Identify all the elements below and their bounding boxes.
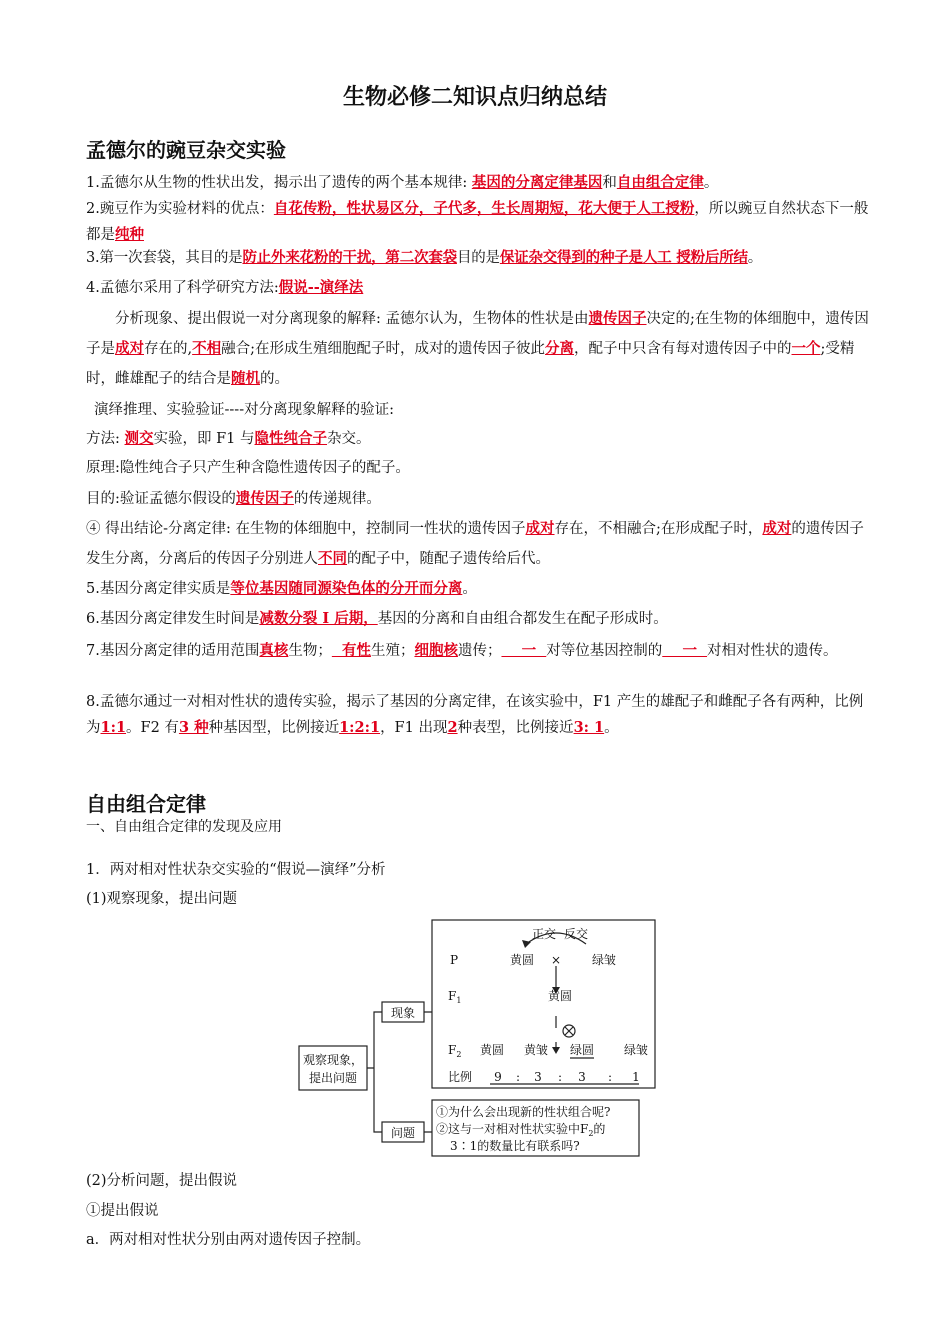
page-title: 生物必修二知识点归纳总结 <box>342 85 607 110</box>
cross-label-reciprocal: 反交 <box>563 927 589 941</box>
question-2: ②这与一对相对性状实验中$F_2$的 <box>436 1122 606 1138</box>
subheading-5: ①提出假说 <box>86 1203 159 1219</box>
subheading-2: 1．两对相对性状杂交实验的“假说—演绎”分析 <box>86 862 386 878</box>
cross-symbol: × <box>550 953 562 967</box>
ratio-value-3: 3 <box>578 1070 586 1084</box>
p-left-phenotype: 黄圆 <box>509 953 535 967</box>
paragraph-7: 方法: 测交实验，即 F1 与隐性纯合子杂交。 <box>86 430 371 447</box>
f2-phenotype-2: 黄皱 <box>523 1043 549 1057</box>
section-heading-independent-assortment: 自由组合定律 <box>86 792 206 816</box>
ratio-separator-2: : <box>557 1070 563 1084</box>
p-generation-label: P <box>450 953 459 967</box>
subheading-3: (1)观察现象，提出问题 <box>86 891 238 907</box>
section-heading-mendel: 孟德尔的豌豆杂交实验 <box>86 138 286 162</box>
ratio-separator-1: : <box>515 1070 521 1084</box>
question-label: 问题 <box>390 1126 416 1140</box>
question-1: ①为什么会出现新的性状组合呢? <box>436 1105 611 1119</box>
paragraph-3: 3.第一次套袋，其目的是防止外来花粉的干扰，第二次套袋目的是保证杂交得到的种子是人工 授粉后所结。 <box>86 249 763 266</box>
f2-phenotype-1: 黄圆 <box>479 1043 505 1057</box>
dihybrid-cross-diagram <box>298 918 658 1164</box>
paragraph-9: 目的:验证孟德尔假设的遗传因子的传递规律。 <box>86 490 381 507</box>
subheading-1: 一、自由组合定律的发现及应用 <box>86 819 282 835</box>
paragraph-4: 4.孟德尔采用了科学研究方法:假说--演绎法 <box>86 279 364 296</box>
question-2-continued: 3∶1的数量比有联系吗? <box>450 1139 580 1153</box>
f1-generation-label: $F_1$ <box>448 989 462 1005</box>
ratio-value-4: 1 <box>632 1070 640 1084</box>
paragraph-1: 1.孟德尔从生物的性状出发，揭示出了遗传的两个基本规律: 基因的分离定律基因和自由组合定律。 <box>86 174 719 191</box>
paragraph-5: 分析现象、提出假说一对分离现象的解释: 孟德尔认为，生物体的性状是由遗传因子决定的;在生物的体细胞中，遗传因子是成对存在的,不相融合;在形成生殖细胞配子时，成对的遗传因子彼此分离，配子中只含有每对遗传因子中的一个;受精时，雌雄配子的结合是随机的。 <box>86 310 869 387</box>
paragraph-12: 6.基因分离定律发生时间是减数分裂 I 后期，基因的分离和自由组合都发生在配子形成时。 <box>86 610 668 627</box>
f2-phenotype-4: 绿皱 <box>623 1043 649 1057</box>
paragraph-10: ④ 得出结论-分离定律: 在生物的体细胞中，控制同一性状的遗传因子成对存在，不相融合;在形成配子时，成对的遗传因子发生分离，分离后的传因子分别进人不同的配子中，随配子遗传给后代。 <box>86 520 864 567</box>
paragraph-14: 8.孟德尔通过一对相对性状的遗传实验，揭示了基因的分离定律，在该实验中，F1 产生的雄配子和雌配子各有两种，比例为1:1。F2 有3 种种基因型，比例接近1:2:1，F1 出现2种表型，比例接近3: 1。 <box>86 694 864 736</box>
phenomenon-label: 现象 <box>390 1006 416 1020</box>
paragraph-8: 原理:隐性纯合子只产生种含隐性遗传因子的配子。 <box>86 460 410 476</box>
f2-phenotype-3: 绿圆 <box>569 1043 595 1057</box>
p-right-phenotype: 绿皱 <box>591 953 617 967</box>
paragraph-13: 7.基因分离定律的适用范围真核生物； 有性生殖；细胞核遗传； 一 对等位基因控制的 一 对相对性状的遗传。 <box>86 642 838 659</box>
cross-label-forward: 正交 <box>531 927 557 941</box>
f2-generation-label: $F_2$ <box>448 1043 462 1059</box>
subheading-6: a．两对相对性状分别由两对遗传因子控制。 <box>86 1232 371 1248</box>
ratio-value-2: 3 <box>534 1070 542 1084</box>
root-label-line2: 提出问题 <box>308 1071 358 1085</box>
subheading-4: (2)分析问题，提出假说 <box>86 1173 238 1189</box>
paragraph-2: 2.豌豆作为实验材料的优点：自花传粉，性状易区分，子代多，生长周期短，花大便于人工授粉，所以豌豆自然状态下一般都是纯种 <box>86 200 869 243</box>
paragraph-6: 演绎推理、实验验证----对分离现象解释的验证: <box>94 402 394 418</box>
ratio-value-1: 9 <box>494 1070 502 1084</box>
f1-phenotype: 黄圆 <box>547 989 573 1003</box>
ratio-separator-3: : <box>607 1070 613 1084</box>
paragraph-11: 5.基因分离定律实质是等位基因随同源染色体的分开而分离。 <box>86 580 477 597</box>
ratio-label: 比例 <box>448 1070 473 1084</box>
root-label-line1: 观察现象， <box>302 1053 364 1067</box>
